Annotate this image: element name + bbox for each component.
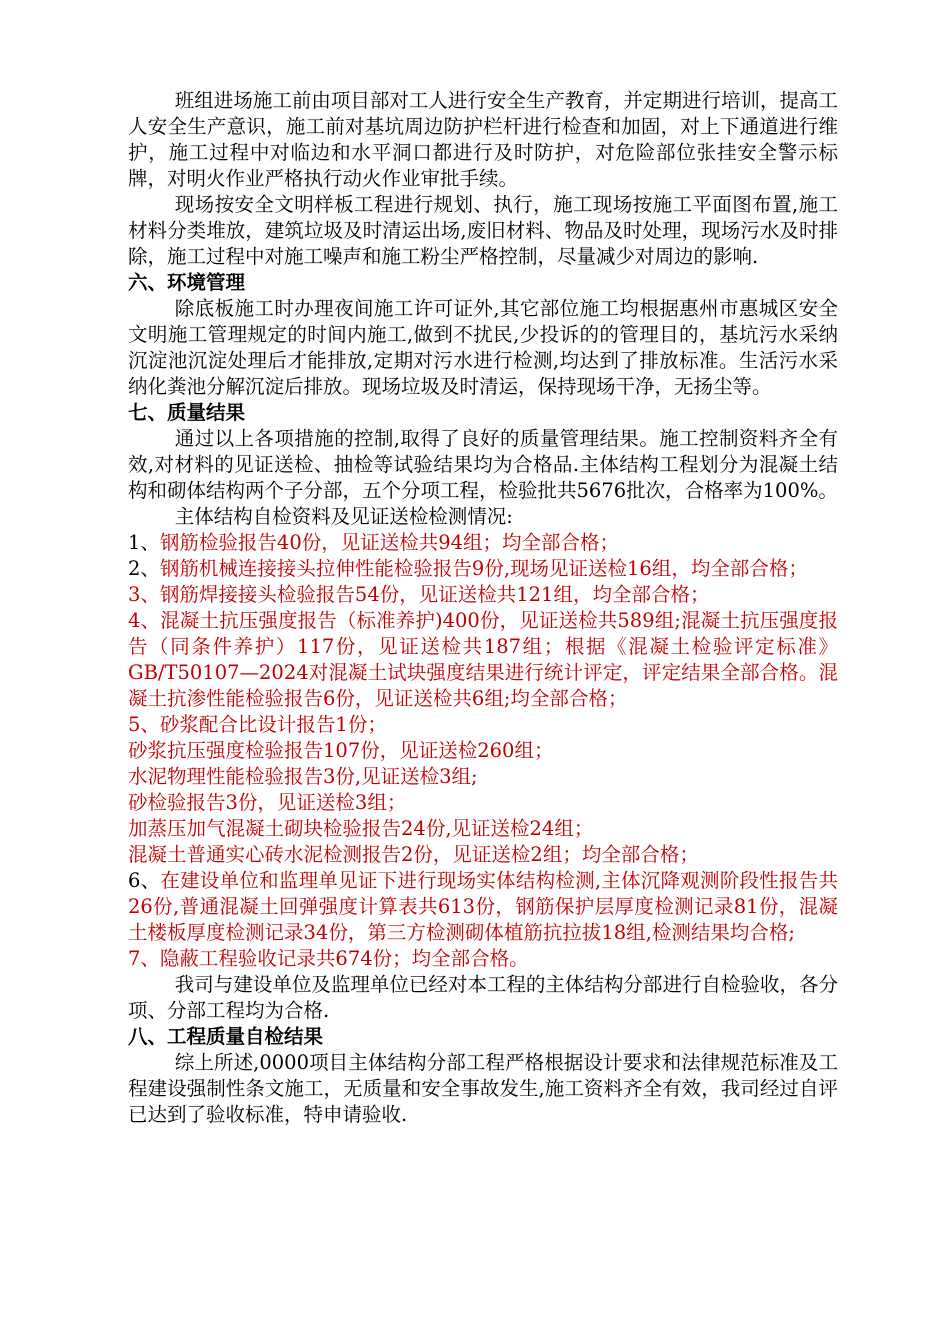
heading-self-inspection-result: 八、工程质量自检结果 bbox=[128, 1025, 324, 1048]
list-item-7: 7、隐蔽工程验收记录共674份；均全部合格。 bbox=[128, 947, 529, 970]
list-item-5d: 加蒸压加气混凝土砌块检验报告24份,见证送检24组； bbox=[128, 817, 594, 840]
paragraph-conclusion: 综上所述,0000项目主体结构分部工程严格根据设计要求和法律规范标准及工程建设强制性条文施工，无质量和安全事故发生,施工资料齐全有效，我司经过自评已达到了验收标准，特申请验收. bbox=[128, 1051, 838, 1126]
list-item-5: 5、砂浆配合比设计报告1份； bbox=[128, 713, 387, 736]
paragraph-self-inspection: 我司与建设单位及监理单位已经对本工程的主体结构分部进行自检验收，各分项、分部工程均为合格. bbox=[128, 973, 838, 1022]
list-item-5e: 混凝土普通实心砖水泥检测报告2份，见证送检2组；均全部合格； bbox=[128, 843, 699, 866]
heading-quality-results: 七、质量结果 bbox=[128, 401, 246, 424]
paragraph-safety-education: 班组进场施工前由项目部对工人进行安全生产教育，并定期进行培训，提高工人安全生产意识，施工前对基坑周边防护栏杆进行检查和加固，对上下通道进行维护，施工过程中对临边和水平洞口都进行及时防护，对危险部位张挂安全警示标牌，对明火作业严格执行动火作业审批手续。 bbox=[128, 89, 838, 190]
paragraph-site-planning: 现场按安全文明样板工程进行规划、执行，施工现场按施工平面图布置,施工材料分类堆放，建筑垃圾及时清运出场,废旧材料、物品及时处理，现场污水及时排除，施工过程中对施工噪声和施工粉尘严格控制，尽量减少对周边的影响. bbox=[128, 193, 838, 268]
list-item-5c: 砂检验报告3份，见证送检3组； bbox=[128, 791, 407, 814]
list-item-1: 1、钢筋检验报告40份，见证送检共94组；均全部合格； bbox=[128, 531, 620, 554]
heading-environment: 六、环境管理 bbox=[128, 271, 246, 294]
list-item-2: 2、钢筋机械连接接头拉伸性能检验报告9份,现场见证送检16组，均全部合格； bbox=[128, 557, 808, 580]
paragraph-environment: 除底板施工时办理夜间施工许可证外,其它部位施工均根据惠州市惠城区安全文明施工管理规定的时间内施工,做到不扰民,少投诉的的管理目的，基坑污水采纳沉淀池沉淀处理后才能排放,定期对污水进行检测,均达到了排放标准。生活污水采纳化粪池分解沉淀后排放。现场垃圾及时清运，保持现场干净，无扬尘等。 bbox=[128, 297, 838, 398]
paragraph-inspection-intro: 主体结构自检资料及见证送检检测情况: bbox=[174, 505, 513, 528]
list-item-6: 6、在建设单位和监理单见证下进行现场实体结构检测,主体沉降观测阶段性报告共26份,普通混凝土回弹强度计算表共613份，钢筋保护层厚度检测记录81份，混凝土楼板厚度检测记录34份，第三方检测砌体植筋抗拉拔18组,检测结果均合格; bbox=[128, 869, 838, 944]
list-item-3: 3、钢筋焊接接头检验报告54份，见证送检共121组，均全部合格； bbox=[128, 583, 710, 606]
paragraph-quality-results: 通过以上各项措施的控制,取得了良好的质量管理结果。施工控制资料齐全有效,对材料的见证送检、抽检等试验结果均为合格品.主体结构工程划分为混凝土结构和砌体结构两个子分部，五个分项工程，检验批共5676批次，合格率为100%。 bbox=[128, 427, 838, 502]
list-item-4: 4、混凝土抗压强度报告（标准养护)400份，见证送检共589组;混凝土抗压强度报告（同条件养护）117份，见证送检共187组；根据《混凝土检验评定标准》GB/T50107—2024对混凝土试块强度结果进行统计评定，评定结果全部合格。混凝土抗渗性能检验报告6份，见证送检共6组;均全部合格； bbox=[128, 609, 838, 710]
document-page bbox=[128, 88, 838, 1128]
list-item-5a: 砂浆抗压强度检验报告107份，见证送检260组； bbox=[128, 739, 554, 762]
list-item-5b: 水泥物理性能检验报告3份,见证送检3组; bbox=[128, 765, 478, 788]
